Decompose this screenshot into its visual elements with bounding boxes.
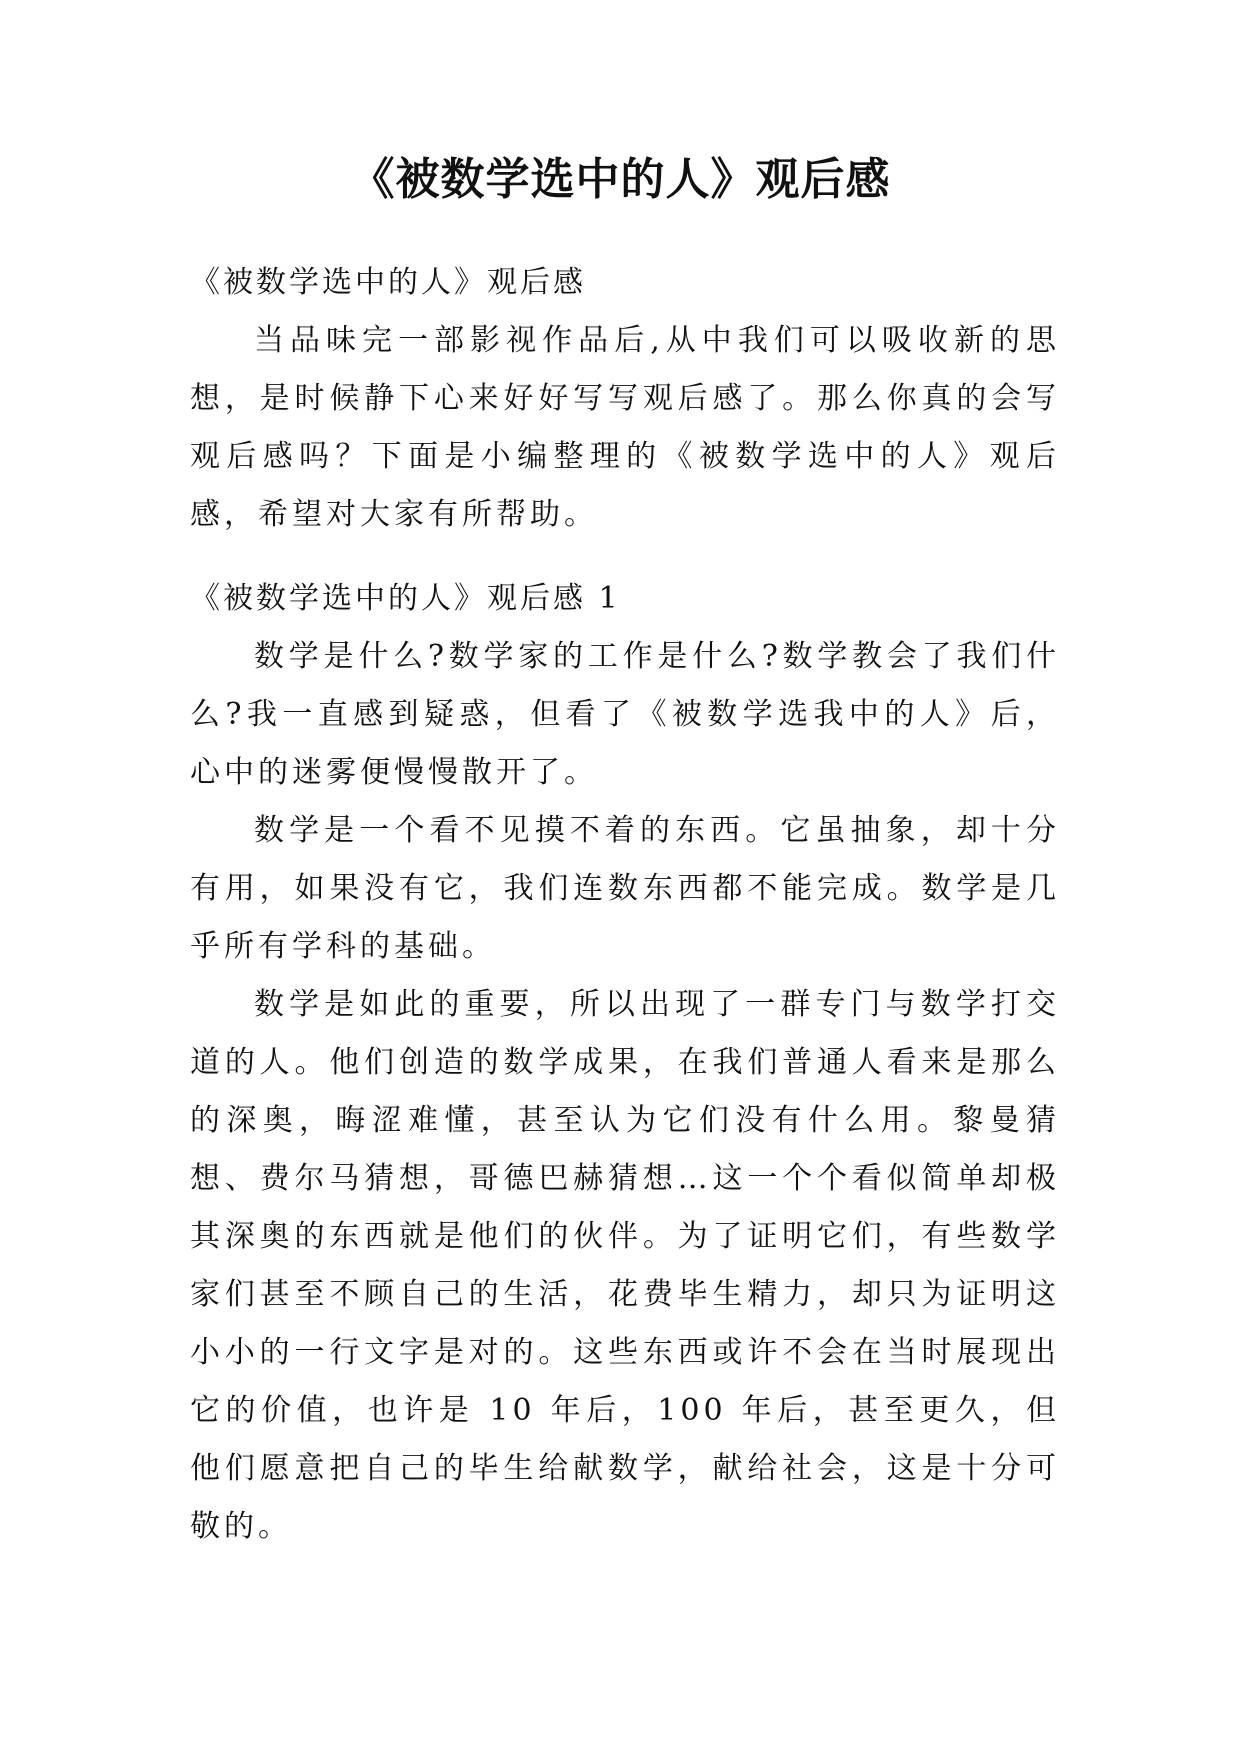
section1-heading: 《被数学选中的人》观后感 1	[190, 581, 621, 616]
section1-paragraph-2: 数学是一个看不见摸不着的东西。它虽抽象，却十分有用，如果没有它，我们连数东西都不能完成。数学是几乎所有学科的基础。	[190, 813, 1060, 964]
section1-paragraph-3: 数学是如此的重要，所以出现了一群专门与数学打交道的人。他们创造的数学成果，在我们普通人看来是那么的深奥，晦涩难懂，甚至认为它们没有什么用。黎曼猜想、费尔马猜想，哥德巴赫猜想…这一个个看似简单却极其深奥的东西就是他们的伙伴。为了证明它们，有些数学家们甚至不顾自己的生活，花费毕生精力，却只为证明这小小的一行文字是对的。这些东西或许不会在当时展现出它的价值，也许是 10 年后，100 年后，甚至更久，但他们愿意把自己的毕生给献数学，献给社会，这是十分可敬的。	[190, 987, 1060, 1544]
intro-paragraph: 当品味完一部影视作品后,从中我们可以吸收新的思想，是时候静下心来好好写写观后感了。那么你真的会写观后感吗？下面是小编整理的《被数学选中的人》观后感，希望对大家有所帮助。	[190, 323, 1060, 532]
intro-heading: 《被数学选中的人》观后感	[190, 265, 586, 300]
document-title: 《被数学选中的人》观后感	[350, 154, 891, 205]
section1-body	[190, 628, 1060, 1556]
section1-paragraph-1: 数学是什么?数学家的工作是什么?数学教会了我们什么?我一直感到疑惑，但看了《被数学选我中的人》后，心中的迷雾便慢慢散开了。	[190, 639, 1060, 790]
intro-section	[190, 312, 1060, 544]
